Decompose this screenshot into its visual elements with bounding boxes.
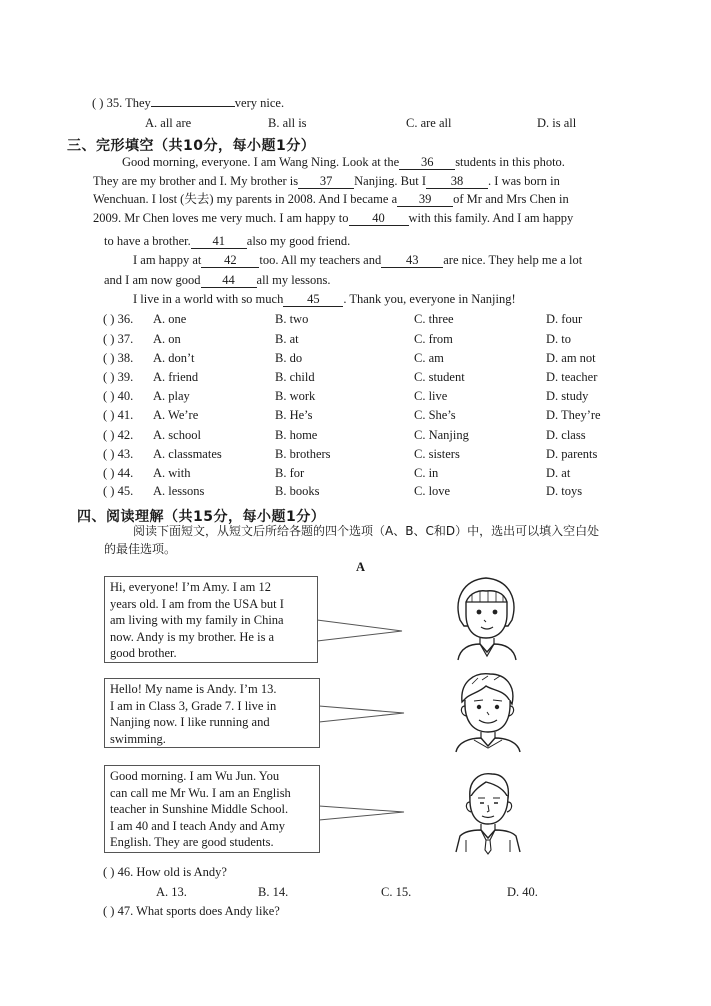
- cloze-question-row: [103, 331, 133, 347]
- cloze-line-8: I live in a world with so much 45 . Thank you, everyone in Nanjing!: [133, 292, 516, 306]
- option-a[interactable]: A. We’re: [153, 408, 199, 422]
- answer-paren[interactable]: ( ): [103, 904, 115, 918]
- option-c[interactable]: C. Nanjing: [414, 428, 469, 442]
- option-d[interactable]: D. study: [546, 389, 589, 403]
- option-d[interactable]: D. am not: [546, 351, 596, 365]
- cloze-blank-40[interactable]: 40: [349, 212, 409, 226]
- option-c[interactable]: C. student: [414, 370, 465, 384]
- cloze-line-5: to have a brother. 41 also my good friend.: [104, 234, 351, 248]
- instruction-line-2: 的最佳选项。: [104, 542, 177, 556]
- cloze-line-1: Good morning, everyone. I am Wang Ning. Look at the 36 students in this photo.: [122, 155, 565, 169]
- option-c[interactable]: C. from: [414, 332, 453, 346]
- cloze-line-4: 2009. Mr Chen loves me very much. I am happy to 40 with this family. And I am happy: [93, 211, 574, 225]
- question-number: 37.: [117, 332, 134, 346]
- option-d[interactable]: D. at: [546, 466, 571, 480]
- q47-line: [103, 903, 280, 919]
- question-number: 36.: [117, 312, 134, 326]
- passage-label: A: [356, 560, 366, 574]
- cloze-blank-38[interactable]: 38: [426, 175, 488, 189]
- q35-option-b[interactable]: B. all is: [268, 116, 307, 130]
- option-d[interactable]: D. to: [546, 332, 571, 346]
- cloze-blank-43[interactable]: 43: [381, 254, 443, 268]
- option-b[interactable]: B. for: [275, 466, 305, 480]
- q46-option-d[interactable]: D. 40.: [507, 885, 538, 899]
- question-number: 39.: [117, 370, 134, 384]
- cloze-line-7: and I am now good 44 all my lessons.: [104, 273, 331, 287]
- option-a[interactable]: A. play: [153, 389, 190, 403]
- option-d[interactable]: D. parents: [546, 447, 598, 461]
- cloze-blank-39[interactable]: 39: [397, 193, 453, 207]
- answer-paren[interactable]: ( ): [103, 447, 115, 461]
- q35-option-a[interactable]: A. all are: [145, 116, 192, 130]
- option-a[interactable]: A. don’t: [153, 351, 195, 365]
- option-b[interactable]: B. books: [275, 484, 320, 498]
- option-c[interactable]: C. sisters: [414, 447, 460, 461]
- answer-paren[interactable]: ( ): [103, 332, 115, 346]
- boy-illustration: [448, 668, 528, 754]
- q35-option-d[interactable]: D. is all: [537, 116, 577, 130]
- cloze-question-row: [103, 407, 133, 423]
- speech-bubble-andy: Hello! My name is Andy. I’m 13. I am in Class 3, Grade 7. I live in Nanjing now. I like running and swimming.: [104, 678, 320, 748]
- option-b[interactable]: B. two: [275, 312, 309, 326]
- answer-paren[interactable]: ( ): [103, 466, 115, 480]
- q46-line: [103, 864, 227, 880]
- option-c[interactable]: C. am: [414, 351, 444, 365]
- cloze-question-row: [103, 465, 133, 481]
- option-a[interactable]: A. on: [153, 332, 181, 346]
- option-c[interactable]: C. three: [414, 312, 454, 326]
- cloze-blank-45[interactable]: 45: [283, 293, 343, 307]
- option-d[interactable]: D. teacher: [546, 370, 598, 384]
- answer-blank[interactable]: [151, 106, 235, 107]
- answer-paren[interactable]: ( ): [103, 389, 115, 403]
- speech-bubble-amy: Hi, everyone! I’m Amy. I am 12 years old. I am from the USA but I am living with my family in China now. Andy is my brother. He is a good brother.: [104, 576, 318, 663]
- answer-paren[interactable]: ( ): [103, 408, 115, 422]
- cloze-question-row: [103, 427, 133, 443]
- question-number: 45.: [117, 484, 134, 498]
- question-number: 44.: [117, 466, 134, 480]
- option-b[interactable]: B. work: [275, 389, 316, 403]
- q46-option-a[interactable]: A. 13.: [156, 885, 187, 899]
- q46-option-c[interactable]: C. 15.: [381, 885, 412, 899]
- cloze-question-row: [103, 311, 133, 327]
- question-number: 40.: [117, 389, 134, 403]
- option-d[interactable]: D. class: [546, 428, 586, 442]
- option-b[interactable]: B. at: [275, 332, 299, 346]
- option-d[interactable]: D. They’re: [546, 408, 601, 422]
- question-number: 42.: [117, 428, 134, 442]
- cloze-line-3: Wenchuan. I lost (失去) my parents in 2008. And I became a 39 of Mr and Mrs Chen in: [93, 192, 569, 206]
- cloze-blank-41[interactable]: 41: [191, 235, 247, 249]
- option-c[interactable]: C. in: [414, 466, 439, 480]
- option-a[interactable]: A. school: [153, 428, 201, 442]
- answer-paren[interactable]: ( ): [103, 370, 115, 384]
- cloze-line-2: They are my brother and I. My brother is 37 Nanjing. But I 38 . I was born in: [93, 174, 560, 188]
- answer-paren[interactable]: ( ): [92, 96, 104, 110]
- q46-option-b[interactable]: B. 14.: [258, 885, 289, 899]
- speech-bubble-mr-wu: Good morning. I am Wu Jun. You can call me Mr Wu. I am an English teacher in Sunshine Middle School. I am 40 and I teach Andy and Amy English. They are good students.: [104, 765, 320, 853]
- option-c[interactable]: C. She’s: [414, 408, 456, 422]
- answer-paren[interactable]: ( ): [103, 865, 115, 879]
- option-c[interactable]: C. love: [414, 484, 451, 498]
- option-b[interactable]: B. home: [275, 428, 318, 442]
- answer-paren[interactable]: ( ): [103, 428, 115, 442]
- section3-title: 三、完形填空（共10分，每小题1分）: [67, 138, 316, 154]
- cloze-blank-42[interactable]: 42: [201, 254, 259, 268]
- cloze-blank-37[interactable]: 37: [298, 175, 354, 189]
- cloze-question-row: [103, 350, 133, 366]
- answer-paren[interactable]: ( ): [103, 484, 115, 498]
- q35-option-c[interactable]: C. are all: [406, 116, 452, 130]
- question-number: 41.: [117, 408, 134, 422]
- cloze-blank-36[interactable]: 36: [399, 156, 455, 170]
- option-c[interactable]: C. live: [414, 389, 448, 403]
- option-d[interactable]: D. toys: [546, 484, 583, 498]
- girl-illustration: [450, 572, 525, 664]
- question-stem: 47. What sports does Andy like?: [117, 904, 280, 918]
- option-b[interactable]: B. brothers: [275, 447, 331, 461]
- option-a[interactable]: A. with: [153, 466, 191, 480]
- option-b[interactable]: B. He’s: [275, 408, 313, 422]
- cloze-question-row: [103, 369, 133, 385]
- option-b[interactable]: B. do: [275, 351, 303, 365]
- question-stem: 46. How old is Andy?: [117, 865, 227, 879]
- question-number: 43.: [117, 447, 134, 461]
- option-d[interactable]: D. four: [546, 312, 583, 326]
- cloze-question-row: [103, 446, 133, 462]
- answer-paren[interactable]: ( ): [103, 351, 115, 365]
- option-a[interactable]: A. friend: [153, 370, 199, 384]
- question-number: 38.: [117, 351, 134, 365]
- cloze-question-row: [103, 388, 133, 404]
- answer-paren[interactable]: ( ): [103, 312, 115, 326]
- cloze-blank-44[interactable]: 44: [201, 274, 257, 288]
- cloze-line-6: I am happy at 42 too. All my teachers and 43 are nice. They help me a lot: [133, 253, 583, 267]
- cloze-question-row: [103, 483, 133, 499]
- option-b[interactable]: B. child: [275, 370, 315, 384]
- teacher-illustration: [452, 768, 524, 854]
- instruction-line-1: 阅读下面短文，从短文后所给各题的四个选项（A、B、C和D）中，选出可以填入空白处: [133, 524, 600, 538]
- question-stem-end: very nice.: [234, 96, 285, 110]
- section4-title: 四、阅读理解（共15分，每小题1分）: [77, 509, 326, 525]
- question-stem: 35. They: [106, 96, 151, 110]
- option-a[interactable]: A. classmates: [153, 447, 222, 461]
- q35-line: [92, 95, 284, 111]
- option-a[interactable]: A. lessons: [153, 484, 205, 498]
- option-a[interactable]: A. one: [153, 312, 187, 326]
